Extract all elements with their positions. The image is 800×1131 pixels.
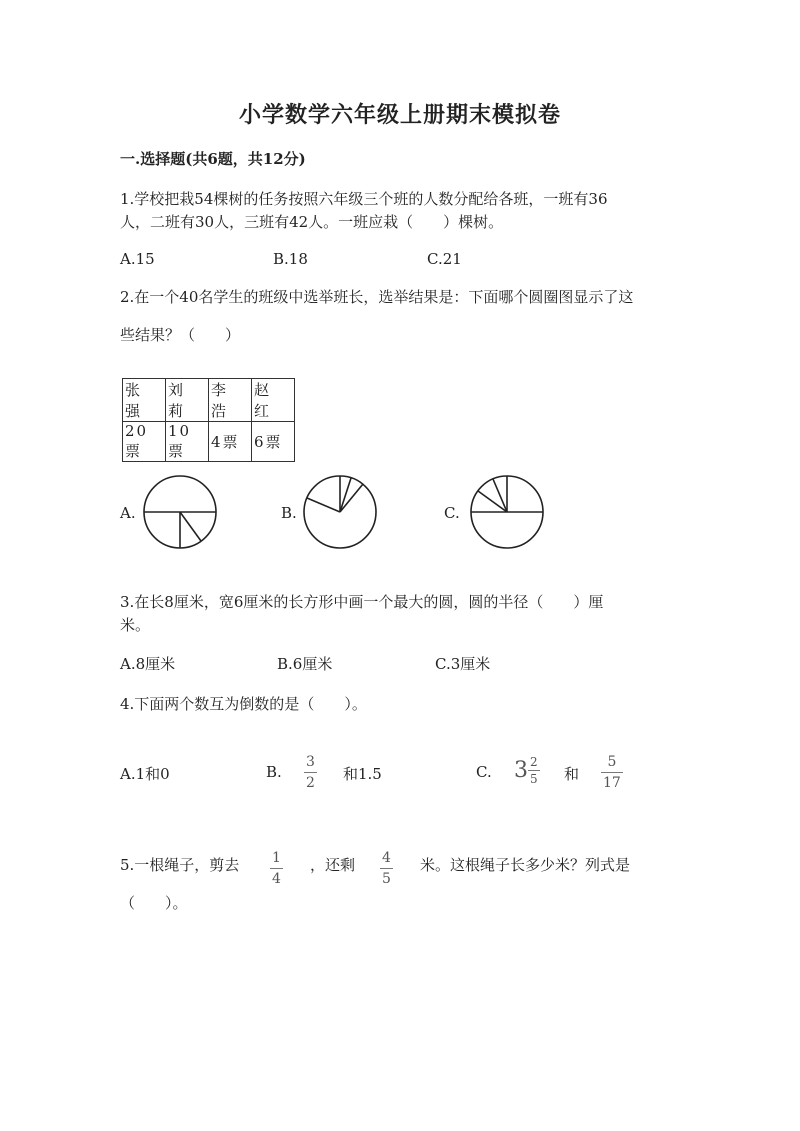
fraction	[380, 850, 393, 887]
fraction-denominator: 17	[603, 775, 621, 791]
q5-stem-line2: （ ）。	[120, 894, 188, 912]
vote-table-names-row	[123, 379, 295, 422]
fraction-bar	[304, 772, 317, 773]
q4-option-b-fraction	[304, 754, 317, 791]
fraction-numerator: 1	[272, 850, 281, 866]
pie-chart-a	[142, 474, 218, 550]
q5-stem-part2: ，还剩	[310, 856, 356, 874]
fraction	[270, 850, 283, 887]
candidate-votes: 10票	[166, 422, 209, 462]
fraction-denominator: 5	[382, 871, 391, 887]
q1-option-b: B.18	[273, 250, 308, 268]
q5-stem-part3: 米。这根绳子长多少米？列式是	[420, 856, 631, 874]
q4-option-b-label: B.	[266, 763, 282, 781]
candidate-name: 赵 红	[252, 379, 295, 422]
q3-stem-line1: 3.在长8厘米，宽6厘米的长方形中画一个最大的圆，圆的半径（ ）厘	[120, 593, 604, 611]
q1-stem-line1: 1.学校把栽54棵树的任务按照六年级三个班的人数分配给各班，一班有36	[120, 190, 608, 208]
fraction	[304, 754, 317, 791]
section-heading: 一.选择题(共6题，共12分)	[120, 150, 306, 168]
q5-stem-part1: 5.一根绳子，剪去	[120, 856, 240, 874]
q5-fraction2	[380, 850, 393, 887]
fraction-numerator: 3	[306, 754, 315, 770]
pie-chart-b	[302, 474, 378, 550]
page-title: 小学数学六年级上册期末模拟卷	[238, 102, 561, 128]
vote-table	[122, 378, 295, 462]
fraction	[528, 756, 540, 785]
fraction-bar	[601, 772, 623, 773]
q3-option-c: C.3厘米	[435, 655, 491, 673]
vote-table-votes-row	[123, 422, 295, 462]
candidate-votes: 6票	[252, 422, 295, 462]
mixed-whole: 3	[514, 758, 528, 783]
fraction-denominator: 2	[306, 775, 315, 791]
q2-option-c-label: C.	[444, 504, 460, 522]
q3-option-b: B.6厘米	[277, 655, 333, 673]
candidate-votes: 20票	[123, 422, 166, 462]
candidate-votes: 4票	[209, 422, 252, 462]
q4-option-b-tail: 和1.5	[343, 765, 382, 783]
candidate-name: 张 强	[123, 379, 166, 422]
fraction-bar	[270, 868, 283, 869]
q4-option-c-label: C.	[476, 763, 492, 781]
fraction-numerator: 4	[382, 850, 391, 866]
q1-option-a: A.15	[120, 250, 155, 268]
fraction-denominator: 5	[530, 772, 538, 786]
pie-chart-c	[469, 474, 545, 550]
q4-option-c-fraction2	[601, 754, 623, 791]
fraction-bar	[528, 770, 540, 771]
q2-stem-line1: 2.在一个40名学生的班级中选举班长，选举结果是：下面哪个圆圈图显示了这	[120, 288, 634, 306]
q2-option-b-label: B.	[281, 504, 297, 522]
candidate-name: 刘 莉	[166, 379, 209, 422]
fraction-denominator: 4	[272, 871, 281, 887]
fraction-numerator: 2	[530, 755, 538, 769]
q2-option-a-label: A.	[120, 504, 136, 522]
q4-stem: 4.下面两个数互为倒数的是（ ）。	[120, 695, 367, 713]
q3-option-a: A.8厘米	[120, 655, 176, 673]
q1-option-c: C.21	[427, 250, 462, 268]
fraction-bar	[380, 868, 393, 869]
q1-stem-line2: 人，二班有30人，三班有42人。一班应栽（ ）棵树。	[120, 213, 504, 231]
fraction-numerator: 5	[607, 754, 617, 770]
q4-option-c-mixed-number	[514, 756, 540, 785]
fraction	[601, 754, 623, 791]
q4-option-a: A.1和0	[120, 765, 170, 783]
candidate-name: 李 浩	[209, 379, 252, 422]
q3-stem-line2: 米。	[120, 616, 151, 634]
q4-option-c-and: 和	[564, 765, 580, 783]
q5-fraction1	[270, 850, 283, 887]
q2-stem-line2: 些结果？（ ）	[120, 326, 241, 344]
